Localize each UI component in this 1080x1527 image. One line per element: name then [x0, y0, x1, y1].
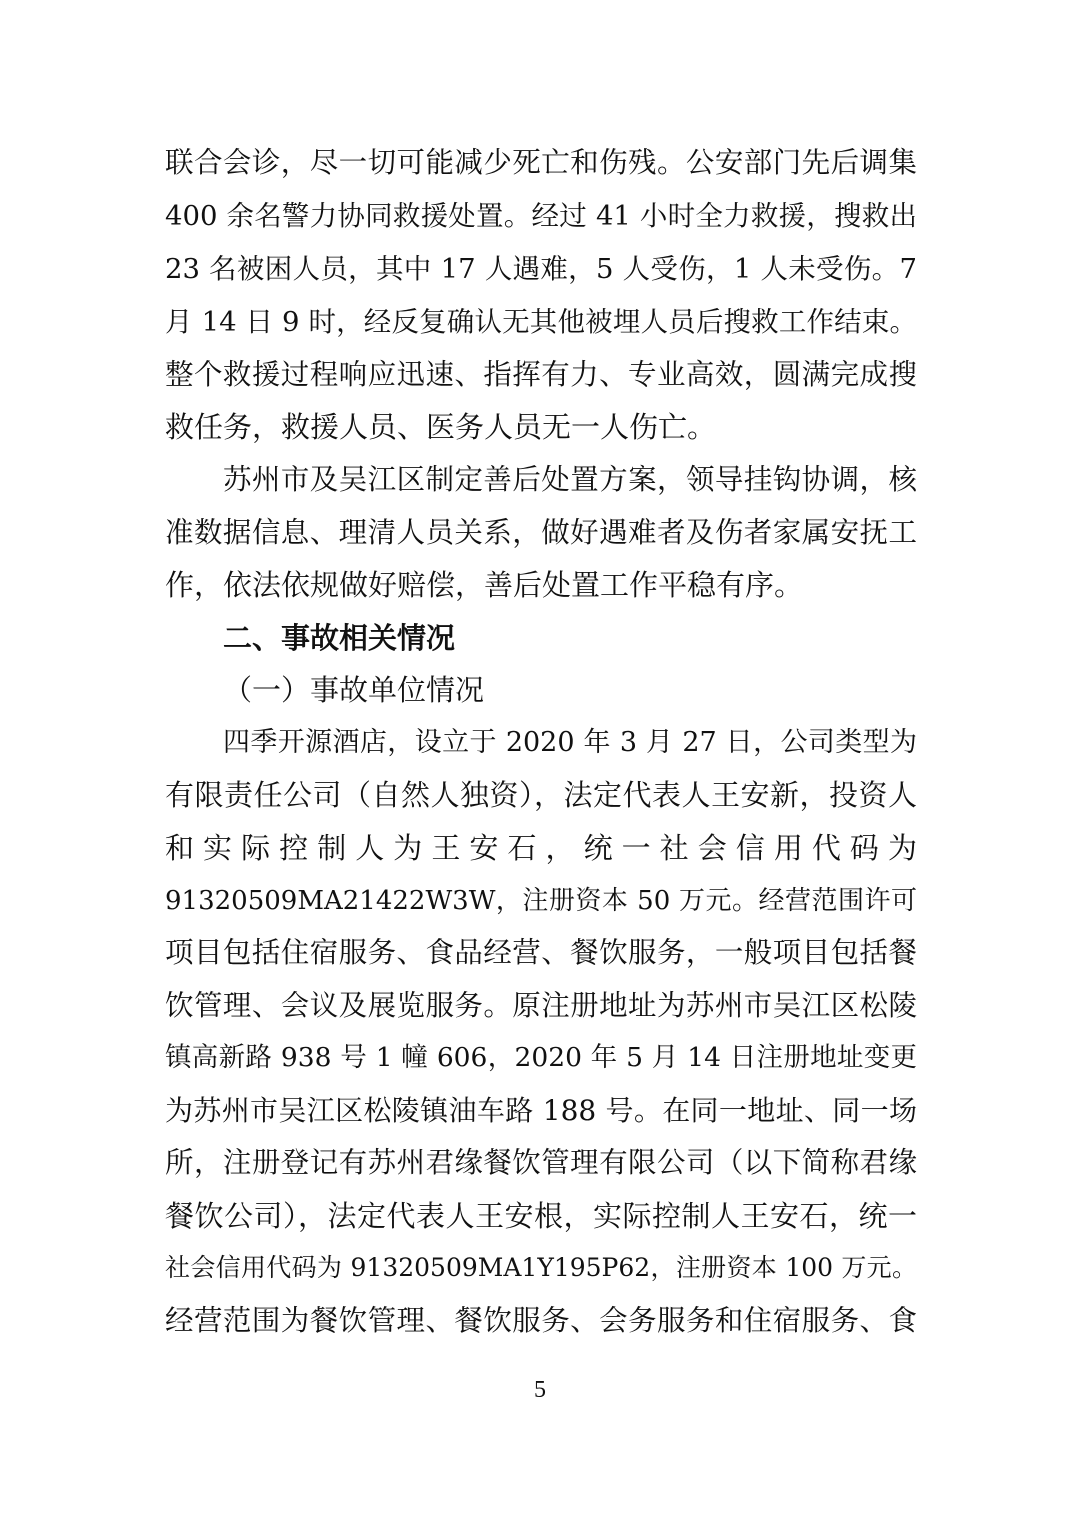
text-line: 苏州市及吴江区制定善后处置方案，领导挂钩协调，核: [223, 463, 917, 496]
text-line: 餐饮公司），法定代表人王安根，实际控制人王安石，统一: [165, 1199, 917, 1233]
text-line: 四季开源酒店，设立于 2020 年 3 月 27 日，公司类型为: [223, 727, 917, 758]
text-line: 联合会诊，尽一切可能减少死亡和伤残。公安部门先后调集: [165, 146, 917, 179]
text-line: 23 名被困人员，其中 17 人遇难，5 人受伤，1 人未受伤。7: [165, 253, 917, 285]
text-line: 91320509MA21422W3W，注册资本 50 万元。经营范围许可: [165, 886, 917, 916]
text-line: 和实际控制人为王安石，统一社会信用代码为: [165, 831, 917, 865]
page-number: 5: [534, 1377, 546, 1403]
text-line: 有限责任公司（自然人独资），法定代表人王安新，投资人: [165, 778, 917, 812]
subsection-heading: （一）事故单位情况: [223, 673, 485, 707]
text-line: 为苏州市吴江区松陵镇油车路 188 号。在同一地址、同一场: [165, 1094, 917, 1127]
text-line: 项目包括住宿服务、食品经营、餐饮服务，一般项目包括餐: [165, 936, 917, 969]
text-line: 月 14 日 9 时，经反复确认无其他被埋人员后搜救工作结束。: [165, 306, 917, 338]
text-line: 作，依法依规做好赔偿，善后处置工作平稳有序。: [165, 568, 804, 602]
text-line: 社会信用代码为 91320509MA1Y195P62，注册资本 100 万元。: [165, 1253, 917, 1282]
text-line: 准数据信息、理清人员关系，做好遇难者及伤者家属安抚工: [165, 516, 917, 549]
text-line: 400 余名警力协同救援处置。经过 41 小时全力救援，搜救出: [165, 200, 917, 232]
text-line: 所，注册登记有苏州君缘餐饮管理有限公司（以下简称君缘: [165, 1146, 917, 1179]
text-line: 镇高新路 938 号 1 幢 606，2020 年 5 月 14 日注册地址变更: [165, 1042, 917, 1073]
text-line: 经营范围为餐饮管理、餐饮服务、会务服务和住宿服务、食: [165, 1304, 917, 1337]
section-heading: 二、事故相关情况: [223, 621, 456, 655]
text-line: 救任务，救援人员、医务人员无一人伤亡。: [165, 410, 717, 444]
text-line: 饮管理、会议及展览服务。原注册地址为苏州市吴江区松陵: [165, 989, 917, 1022]
text-line: 整个救援过程响应迅速、指挥有力、专业高效，圆满完成搜: [165, 358, 917, 391]
